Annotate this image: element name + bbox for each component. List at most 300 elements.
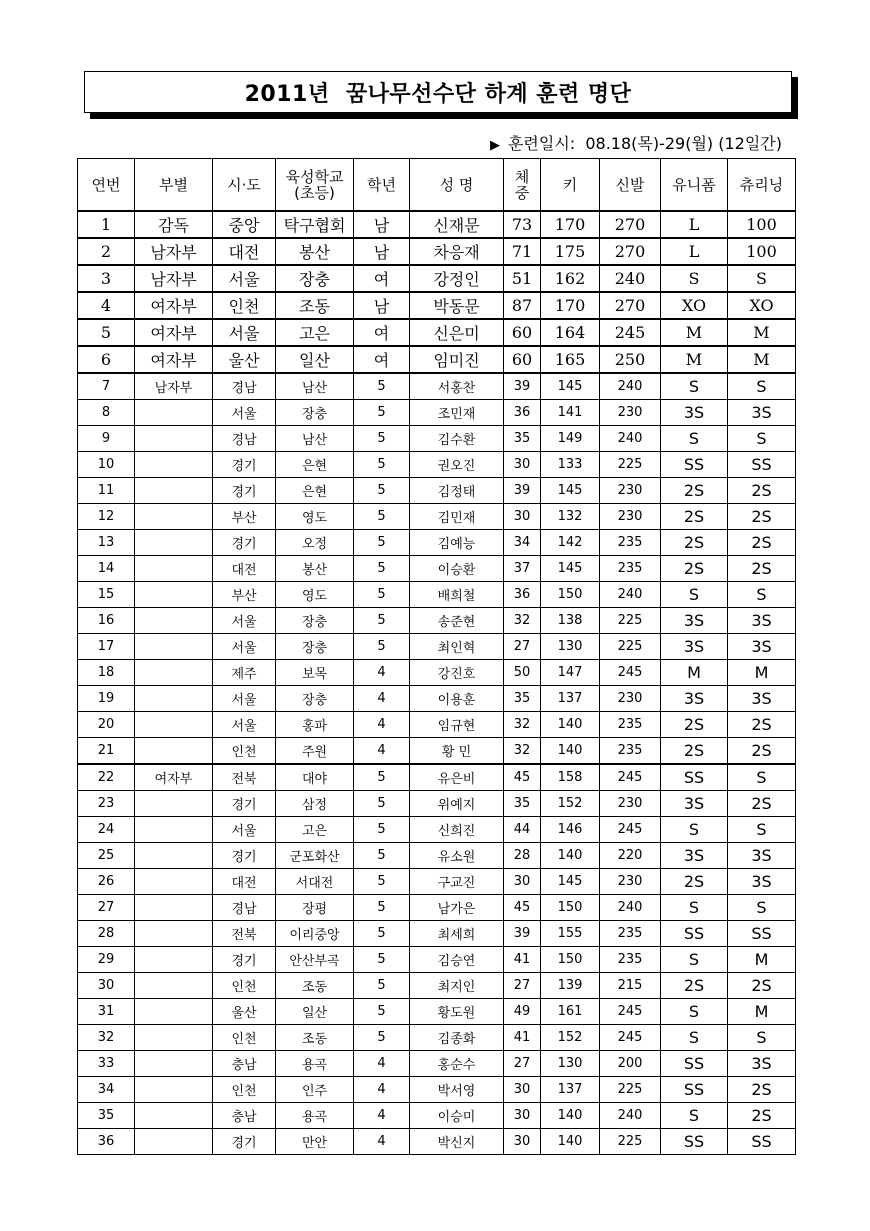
cell-grade: 5 xyxy=(354,973,410,999)
cell-name: 박동문 xyxy=(410,292,504,319)
cell-training-suit: 2S xyxy=(728,556,796,582)
cell-uniform: 2S xyxy=(661,973,728,999)
cell-training-suit: S xyxy=(728,373,796,400)
cell-no: 30 xyxy=(78,973,135,999)
cell-shoe: 245 xyxy=(600,764,661,791)
cell-no: 35 xyxy=(78,1103,135,1129)
cell-shoe: 235 xyxy=(600,556,661,582)
cell-weight: 32 xyxy=(504,608,541,634)
header-school: 육성학교 (초등) xyxy=(276,159,354,212)
cell-shoe: 230 xyxy=(600,869,661,895)
cell-no: 19 xyxy=(78,686,135,712)
cell-no: 1 xyxy=(78,211,135,238)
cell-school: 장평 xyxy=(276,895,354,921)
cell-weight: 30 xyxy=(504,869,541,895)
cell-region: 인천 xyxy=(213,973,276,999)
cell-shoe: 220 xyxy=(600,843,661,869)
cell-weight: 39 xyxy=(504,921,541,947)
cell-shoe: 235 xyxy=(600,738,661,765)
cell-region: 전북 xyxy=(213,764,276,791)
cell-shoe: 250 xyxy=(600,346,661,373)
table-row xyxy=(78,426,796,452)
cell-no: 14 xyxy=(78,556,135,582)
cell-training-suit: M xyxy=(728,346,796,373)
cell-training-suit: 2S xyxy=(728,712,796,738)
cell-height: 161 xyxy=(541,999,600,1025)
cell-weight: 32 xyxy=(504,712,541,738)
cell-name: 박서영 xyxy=(410,1077,504,1103)
cell-grade: 5 xyxy=(354,895,410,921)
cell-uniform: S xyxy=(661,947,728,973)
cell-height: 138 xyxy=(541,608,600,634)
cell-division xyxy=(135,1025,213,1051)
table-row xyxy=(78,1129,796,1155)
cell-training-suit: 3S xyxy=(728,400,796,426)
cell-uniform: SS xyxy=(661,921,728,947)
cell-region: 전북 xyxy=(213,921,276,947)
cell-weight: 41 xyxy=(504,1025,541,1051)
cell-division: 여자부 xyxy=(135,292,213,319)
cell-school: 탁구협회 xyxy=(276,211,354,238)
cell-shoe: 245 xyxy=(600,999,661,1025)
cell-division xyxy=(135,947,213,973)
header-name: 성 명 xyxy=(410,159,504,212)
cell-weight: 30 xyxy=(504,1077,541,1103)
header-height: 키 xyxy=(541,159,600,212)
training-period-text: 훈련일시: 08.18(목)-29(월) (12일간) xyxy=(507,134,782,153)
cell-height: 145 xyxy=(541,556,600,582)
cell-division xyxy=(135,973,213,999)
cell-grade: 4 xyxy=(354,1077,410,1103)
cell-uniform: S xyxy=(661,582,728,608)
table-row xyxy=(78,556,796,582)
cell-school: 봉산 xyxy=(276,238,354,265)
cell-training-suit: 2S xyxy=(728,1103,796,1129)
cell-school: 남산 xyxy=(276,426,354,452)
cell-school: 서대전 xyxy=(276,869,354,895)
cell-school: 군포화산 xyxy=(276,843,354,869)
cell-grade: 5 xyxy=(354,947,410,973)
cell-height: 141 xyxy=(541,400,600,426)
cell-grade: 5 xyxy=(354,478,410,504)
cell-height: 137 xyxy=(541,686,600,712)
cell-name: 유은비 xyxy=(410,764,504,791)
cell-grade: 여 xyxy=(354,319,410,346)
cell-region: 경남 xyxy=(213,895,276,921)
cell-name: 위예지 xyxy=(410,791,504,817)
cell-school: 장충 xyxy=(276,634,354,660)
cell-grade: 남 xyxy=(354,211,410,238)
table-row xyxy=(78,895,796,921)
cell-region: 경기 xyxy=(213,478,276,504)
cell-weight: 71 xyxy=(504,238,541,265)
cell-name: 김정태 xyxy=(410,478,504,504)
cell-height: 130 xyxy=(541,1051,600,1077)
cell-shoe: 235 xyxy=(600,712,661,738)
cell-weight: 45 xyxy=(504,895,541,921)
cell-height: 150 xyxy=(541,947,600,973)
cell-division xyxy=(135,530,213,556)
cell-division xyxy=(135,738,213,765)
cell-uniform: S xyxy=(661,1103,728,1129)
cell-training-suit: 3S xyxy=(728,686,796,712)
cell-grade: 5 xyxy=(354,999,410,1025)
cell-region: 서울 xyxy=(213,319,276,346)
cell-grade: 5 xyxy=(354,634,410,660)
cell-weight: 27 xyxy=(504,1051,541,1077)
cell-training-suit: XO xyxy=(728,292,796,319)
cell-no: 26 xyxy=(78,869,135,895)
cell-grade: 4 xyxy=(354,1129,410,1155)
cell-no: 17 xyxy=(78,634,135,660)
cell-height: 133 xyxy=(541,452,600,478)
table-row xyxy=(78,817,796,843)
cell-no: 6 xyxy=(78,346,135,373)
cell-no: 2 xyxy=(78,238,135,265)
cell-uniform: 2S xyxy=(661,530,728,556)
cell-school: 영도 xyxy=(276,582,354,608)
cell-name: 신재문 xyxy=(410,211,504,238)
cell-name: 송준현 xyxy=(410,608,504,634)
cell-no: 24 xyxy=(78,817,135,843)
cell-no: 11 xyxy=(78,478,135,504)
cell-name: 차응재 xyxy=(410,238,504,265)
cell-name: 임규현 xyxy=(410,712,504,738)
table-row xyxy=(78,764,796,791)
table-row xyxy=(78,921,796,947)
cell-shoe: 240 xyxy=(600,426,661,452)
cell-training-suit: 2S xyxy=(728,791,796,817)
cell-shoe: 270 xyxy=(600,292,661,319)
cell-uniform: 3S xyxy=(661,843,728,869)
header-region: 시·도 xyxy=(213,159,276,212)
cell-division: 여자부 xyxy=(135,319,213,346)
cell-height: 140 xyxy=(541,712,600,738)
cell-region: 인천 xyxy=(213,1077,276,1103)
cell-name: 박신지 xyxy=(410,1129,504,1155)
cell-uniform: M xyxy=(661,346,728,373)
cell-school: 오정 xyxy=(276,530,354,556)
cell-name: 김수환 xyxy=(410,426,504,452)
cell-training-suit: M xyxy=(728,660,796,686)
cell-no: 15 xyxy=(78,582,135,608)
cell-uniform: 3S xyxy=(661,686,728,712)
cell-grade: 5 xyxy=(354,921,410,947)
cell-school: 은현 xyxy=(276,452,354,478)
cell-height: 139 xyxy=(541,973,600,999)
cell-name: 조민재 xyxy=(410,400,504,426)
cell-height: 150 xyxy=(541,582,600,608)
cell-shoe: 225 xyxy=(600,634,661,660)
cell-grade: 5 xyxy=(354,764,410,791)
cell-height: 152 xyxy=(541,791,600,817)
cell-school: 고은 xyxy=(276,817,354,843)
cell-school: 장충 xyxy=(276,265,354,292)
cell-region: 대전 xyxy=(213,556,276,582)
cell-division: 남자부 xyxy=(135,265,213,292)
cell-division xyxy=(135,556,213,582)
cell-no: 4 xyxy=(78,292,135,319)
cell-region: 부산 xyxy=(213,582,276,608)
cell-no: 23 xyxy=(78,791,135,817)
table-row xyxy=(78,947,796,973)
cell-school: 조동 xyxy=(276,292,354,319)
cell-shoe: 230 xyxy=(600,478,661,504)
cell-region: 서울 xyxy=(213,265,276,292)
cell-region: 서울 xyxy=(213,712,276,738)
cell-name: 이승환 xyxy=(410,556,504,582)
cell-uniform: SS xyxy=(661,1129,728,1155)
cell-region: 경기 xyxy=(213,791,276,817)
cell-school: 만안 xyxy=(276,1129,354,1155)
cell-grade: 5 xyxy=(354,817,410,843)
cell-school: 영도 xyxy=(276,504,354,530)
cell-region: 충남 xyxy=(213,1103,276,1129)
cell-division xyxy=(135,400,213,426)
cell-region: 경기 xyxy=(213,530,276,556)
cell-region: 제주 xyxy=(213,660,276,686)
cell-weight: 50 xyxy=(504,660,541,686)
cell-training-suit: S xyxy=(728,426,796,452)
cell-no: 10 xyxy=(78,452,135,478)
cell-shoe: 235 xyxy=(600,530,661,556)
cell-no: 18 xyxy=(78,660,135,686)
cell-region: 대전 xyxy=(213,238,276,265)
cell-shoe: 235 xyxy=(600,921,661,947)
cell-shoe: 230 xyxy=(600,504,661,530)
cell-school: 조동 xyxy=(276,1025,354,1051)
cell-shoe: 225 xyxy=(600,1129,661,1155)
cell-school: 홍파 xyxy=(276,712,354,738)
cell-region: 인천 xyxy=(213,1025,276,1051)
table-row xyxy=(78,791,796,817)
cell-training-suit: 2S xyxy=(728,973,796,999)
table-body xyxy=(78,211,796,1155)
cell-height: 162 xyxy=(541,265,600,292)
table-row xyxy=(78,319,796,346)
cell-no: 7 xyxy=(78,373,135,400)
table-row xyxy=(78,1077,796,1103)
cell-grade: 5 xyxy=(354,608,410,634)
cell-training-suit: 100 xyxy=(728,238,796,265)
cell-division xyxy=(135,921,213,947)
roster-table xyxy=(77,158,796,1155)
cell-shoe: 245 xyxy=(600,660,661,686)
cell-division xyxy=(135,817,213,843)
cell-division xyxy=(135,582,213,608)
cell-region: 서울 xyxy=(213,817,276,843)
table-row xyxy=(78,1103,796,1129)
title-box xyxy=(84,71,792,113)
cell-division xyxy=(135,791,213,817)
table-row xyxy=(78,530,796,556)
cell-shoe: 200 xyxy=(600,1051,661,1077)
cell-grade: 5 xyxy=(354,791,410,817)
cell-division xyxy=(135,1051,213,1077)
cell-name: 유소원 xyxy=(410,843,504,869)
cell-uniform: SS xyxy=(661,452,728,478)
cell-weight: 44 xyxy=(504,817,541,843)
table-row xyxy=(78,843,796,869)
cell-school: 안산부곡 xyxy=(276,947,354,973)
cell-grade: 5 xyxy=(354,869,410,895)
cell-training-suit: 3S xyxy=(728,869,796,895)
cell-uniform: S xyxy=(661,265,728,292)
cell-region: 서울 xyxy=(213,608,276,634)
cell-shoe: 235 xyxy=(600,947,661,973)
cell-region: 중앙 xyxy=(213,211,276,238)
cell-height: 147 xyxy=(541,660,600,686)
cell-region: 인천 xyxy=(213,292,276,319)
cell-height: 137 xyxy=(541,1077,600,1103)
cell-no: 16 xyxy=(78,608,135,634)
cell-grade: 4 xyxy=(354,686,410,712)
cell-name: 최세희 xyxy=(410,921,504,947)
cell-school: 고은 xyxy=(276,319,354,346)
cell-weight: 39 xyxy=(504,478,541,504)
cell-shoe: 240 xyxy=(600,582,661,608)
triangle-bullet-icon: ▶ xyxy=(489,138,500,153)
cell-uniform: 3S xyxy=(661,791,728,817)
cell-uniform: 3S xyxy=(661,400,728,426)
cell-shoe: 270 xyxy=(600,238,661,265)
cell-uniform: 2S xyxy=(661,869,728,895)
cell-training-suit: 2S xyxy=(728,478,796,504)
cell-shoe: 240 xyxy=(600,373,661,400)
cell-height: 170 xyxy=(541,292,600,319)
cell-name: 최인혁 xyxy=(410,634,504,660)
cell-division xyxy=(135,452,213,478)
cell-school: 용곡 xyxy=(276,1103,354,1129)
cell-uniform: SS xyxy=(661,764,728,791)
cell-division xyxy=(135,1129,213,1155)
cell-no: 12 xyxy=(78,504,135,530)
table-row xyxy=(78,582,796,608)
cell-no: 32 xyxy=(78,1025,135,1051)
cell-uniform: S xyxy=(661,373,728,400)
cell-region: 서울 xyxy=(213,634,276,660)
cell-shoe: 245 xyxy=(600,1025,661,1051)
cell-weight: 35 xyxy=(504,686,541,712)
table-row xyxy=(78,373,796,400)
cell-division xyxy=(135,686,213,712)
table-row xyxy=(78,265,796,292)
table-row xyxy=(78,738,796,765)
cell-name: 김예능 xyxy=(410,530,504,556)
cell-grade: 4 xyxy=(354,1103,410,1129)
cell-weight: 27 xyxy=(504,973,541,999)
cell-school: 대야 xyxy=(276,764,354,791)
cell-weight: 36 xyxy=(504,582,541,608)
cell-name: 배희철 xyxy=(410,582,504,608)
cell-region: 경기 xyxy=(213,452,276,478)
cell-no: 20 xyxy=(78,712,135,738)
table-row xyxy=(78,869,796,895)
cell-no: 3 xyxy=(78,265,135,292)
cell-no: 27 xyxy=(78,895,135,921)
cell-training-suit: S xyxy=(728,582,796,608)
cell-name: 신희진 xyxy=(410,817,504,843)
cell-no: 13 xyxy=(78,530,135,556)
table-row xyxy=(78,211,796,238)
cell-uniform: S xyxy=(661,426,728,452)
cell-division xyxy=(135,426,213,452)
cell-height: 149 xyxy=(541,426,600,452)
table-row xyxy=(78,346,796,373)
cell-weight: 37 xyxy=(504,556,541,582)
cell-region: 경남 xyxy=(213,373,276,400)
table-row xyxy=(78,634,796,660)
cell-uniform: 2S xyxy=(661,712,728,738)
cell-uniform: XO xyxy=(661,292,728,319)
cell-height: 130 xyxy=(541,634,600,660)
cell-training-suit: S xyxy=(728,1025,796,1051)
cell-uniform: S xyxy=(661,895,728,921)
cell-division: 남자부 xyxy=(135,238,213,265)
cell-division xyxy=(135,634,213,660)
cell-weight: 30 xyxy=(504,1129,541,1155)
table-row xyxy=(78,504,796,530)
cell-name: 남가은 xyxy=(410,895,504,921)
cell-grade: 4 xyxy=(354,660,410,686)
cell-no: 29 xyxy=(78,947,135,973)
cell-grade: 여 xyxy=(354,346,410,373)
cell-grade: 5 xyxy=(354,373,410,400)
cell-name: 김민재 xyxy=(410,504,504,530)
cell-training-suit: M xyxy=(728,999,796,1025)
cell-training-suit: M xyxy=(728,319,796,346)
cell-division: 남자부 xyxy=(135,373,213,400)
cell-weight: 30 xyxy=(504,1103,541,1129)
cell-name: 황 민 xyxy=(410,738,504,765)
cell-name: 최지인 xyxy=(410,973,504,999)
cell-division xyxy=(135,869,213,895)
cell-grade: 남 xyxy=(354,238,410,265)
cell-division xyxy=(135,660,213,686)
cell-grade: 5 xyxy=(354,426,410,452)
cell-name: 황도원 xyxy=(410,999,504,1025)
cell-name: 이용훈 xyxy=(410,686,504,712)
cell-name: 김종화 xyxy=(410,1025,504,1051)
cell-uniform: 3S xyxy=(661,608,728,634)
cell-height: 158 xyxy=(541,764,600,791)
cell-shoe: 245 xyxy=(600,817,661,843)
cell-region: 경기 xyxy=(213,947,276,973)
cell-training-suit: S xyxy=(728,817,796,843)
cell-division: 여자부 xyxy=(135,764,213,791)
cell-school: 은현 xyxy=(276,478,354,504)
cell-grade: 5 xyxy=(354,582,410,608)
cell-height: 150 xyxy=(541,895,600,921)
cell-height: 164 xyxy=(541,319,600,346)
cell-grade: 4 xyxy=(354,738,410,765)
cell-shoe: 240 xyxy=(600,895,661,921)
cell-height: 152 xyxy=(541,1025,600,1051)
cell-name: 이승미 xyxy=(410,1103,504,1129)
cell-weight: 35 xyxy=(504,791,541,817)
cell-uniform: S xyxy=(661,1025,728,1051)
cell-school: 인주 xyxy=(276,1077,354,1103)
cell-region: 충남 xyxy=(213,1051,276,1077)
cell-training-suit: S xyxy=(728,764,796,791)
cell-school: 조동 xyxy=(276,973,354,999)
cell-school: 장충 xyxy=(276,608,354,634)
cell-no: 25 xyxy=(78,843,135,869)
cell-school: 봉산 xyxy=(276,556,354,582)
cell-weight: 73 xyxy=(504,211,541,238)
cell-no: 34 xyxy=(78,1077,135,1103)
cell-school: 장충 xyxy=(276,686,354,712)
